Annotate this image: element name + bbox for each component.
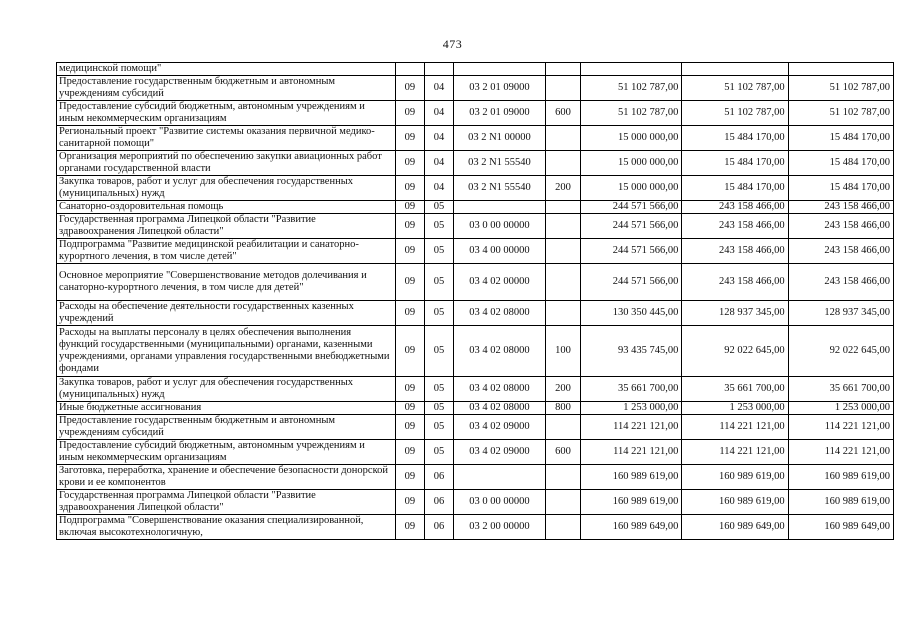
row-name: Закупка товаров, работ и услуг для обеспечения государственных (муниципальных) нужд	[57, 176, 396, 201]
subsection-code: 05	[424, 214, 453, 239]
target-article-code: 03 4 02 09000	[454, 415, 546, 440]
section-code: 09	[395, 176, 424, 201]
table-row	[57, 326, 894, 377]
table-row	[57, 515, 894, 540]
amount-col-3: 15 484 170,00	[788, 176, 893, 201]
expense-type-code	[545, 63, 580, 76]
section-code: 09	[395, 440, 424, 465]
section-code: 09	[395, 76, 424, 101]
target-article-code: 03 4 02 09000	[454, 440, 546, 465]
amount-col-1: 160 989 649,00	[581, 515, 682, 540]
table-row	[57, 465, 894, 490]
amount-col-3: 35 661 700,00	[788, 377, 893, 402]
amount-col-1: 244 571 566,00	[581, 264, 682, 301]
row-name: Государственная программа Липецкой области "Развитие здравоохранения Липецкой области"	[57, 214, 396, 239]
amount-col-3: 1 253 000,00	[788, 402, 893, 415]
expense-type-code	[545, 515, 580, 540]
target-article-code: 03 4 02 00000	[454, 264, 546, 301]
section-code: 09	[395, 465, 424, 490]
subsection-code: 04	[424, 176, 453, 201]
table-row	[57, 490, 894, 515]
amount-col-1: 51 102 787,00	[581, 76, 682, 101]
expense-type-code	[545, 76, 580, 101]
section-code: 09	[395, 301, 424, 326]
target-article-code: 03 0 00 00000	[454, 214, 546, 239]
table-row	[57, 440, 894, 465]
amount-col-1: 93 435 745,00	[581, 326, 682, 377]
target-article-code	[454, 465, 546, 490]
target-article-code: 03 4 02 08000	[454, 377, 546, 402]
row-name: Подпрограмма "Совершенствование оказания специализированной, включая высокотехнологичную,	[57, 515, 396, 540]
amount-col-2: 160 989 619,00	[682, 490, 788, 515]
section-code: 09	[395, 402, 424, 415]
amount-col-1: 35 661 700,00	[581, 377, 682, 402]
expense-type-code	[545, 201, 580, 214]
amount-col-3: 15 484 170,00	[788, 126, 893, 151]
subsection-code: 04	[424, 76, 453, 101]
table-row	[57, 301, 894, 326]
subsection-code	[424, 63, 453, 76]
amount-col-2: 15 484 170,00	[682, 126, 788, 151]
amount-col-2: 1 253 000,00	[682, 402, 788, 415]
amount-col-1: 15 000 000,00	[581, 151, 682, 176]
expense-type-code	[545, 126, 580, 151]
budget-table-body	[57, 63, 894, 540]
target-article-code: 03 4 02 08000	[454, 326, 546, 377]
amount-col-3: 15 484 170,00	[788, 151, 893, 176]
row-name: Предоставление субсидий бюджетным, автономным учреждениям и иным некоммерческим организациям	[57, 101, 396, 126]
amount-col-3: 114 221 121,00	[788, 440, 893, 465]
expense-type-code: 600	[545, 440, 580, 465]
expense-type-code	[545, 415, 580, 440]
amount-col-1: 15 000 000,00	[581, 126, 682, 151]
target-article-code	[454, 63, 546, 76]
target-article-code: 03 4 02 08000	[454, 402, 546, 415]
section-code: 09	[395, 264, 424, 301]
expense-type-code	[545, 214, 580, 239]
amount-col-3: 243 158 466,00	[788, 264, 893, 301]
amount-col-2: 114 221 121,00	[682, 440, 788, 465]
amount-col-3: 243 158 466,00	[788, 201, 893, 214]
row-name: Предоставление государственным бюджетным и автономным учреждениям субсидий	[57, 415, 396, 440]
amount-col-2: 51 102 787,00	[682, 101, 788, 126]
subsection-code: 04	[424, 101, 453, 126]
table-row	[57, 264, 894, 301]
page-number: 473	[442, 37, 463, 51]
section-code	[395, 63, 424, 76]
amount-col-2: 114 221 121,00	[682, 415, 788, 440]
amount-col-2: 243 158 466,00	[682, 214, 788, 239]
subsection-code: 05	[424, 440, 453, 465]
amount-col-1: 244 571 566,00	[581, 214, 682, 239]
amount-col-3: 128 937 345,00	[788, 301, 893, 326]
table-row	[57, 214, 894, 239]
table-row	[57, 76, 894, 101]
expense-type-code: 600	[545, 101, 580, 126]
expense-type-code	[545, 301, 580, 326]
expense-type-code	[545, 151, 580, 176]
amount-col-2: 160 989 649,00	[682, 515, 788, 540]
section-code: 09	[395, 214, 424, 239]
amount-col-1: 160 989 619,00	[581, 465, 682, 490]
amount-col-1: 244 571 566,00	[581, 201, 682, 214]
amount-col-1: 130 350 445,00	[581, 301, 682, 326]
section-code: 09	[395, 239, 424, 264]
expense-type-code: 800	[545, 402, 580, 415]
section-code: 09	[395, 490, 424, 515]
subsection-code: 05	[424, 301, 453, 326]
subsection-code: 06	[424, 515, 453, 540]
subsection-code: 05	[424, 377, 453, 402]
amount-col-2: 128 937 345,00	[682, 301, 788, 326]
target-article-code: 03 2 N1 55540	[454, 176, 546, 201]
amount-col-2: 92 022 645,00	[682, 326, 788, 377]
row-name: Государственная программа Липецкой области "Развитие здравоохранения Липецкой области"	[57, 490, 396, 515]
amount-col-1: 244 571 566,00	[581, 239, 682, 264]
target-article-code: 03 4 02 08000	[454, 301, 546, 326]
amount-col-1: 15 000 000,00	[581, 176, 682, 201]
target-article-code: 03 4 00 00000	[454, 239, 546, 264]
subsection-code: 05	[424, 201, 453, 214]
expense-type-code	[545, 239, 580, 264]
amount-col-2: 160 989 619,00	[682, 465, 788, 490]
row-name: Иные бюджетные ассигнования	[57, 402, 396, 415]
amount-col-2	[682, 63, 788, 76]
row-name: Подпрограмма "Развитие медицинской реабилитации и санаторно-курортного лечения, в том числе детей"	[57, 239, 396, 264]
amount-col-3: 243 158 466,00	[788, 214, 893, 239]
section-code: 09	[395, 101, 424, 126]
amount-col-3: 51 102 787,00	[788, 101, 893, 126]
table-row	[57, 101, 894, 126]
subsection-code: 06	[424, 490, 453, 515]
subsection-code: 05	[424, 264, 453, 301]
amount-col-2: 35 661 700,00	[682, 377, 788, 402]
amount-col-1	[581, 63, 682, 76]
expense-type-code: 100	[545, 326, 580, 377]
amount-col-3: 160 989 619,00	[788, 465, 893, 490]
amount-col-3: 51 102 787,00	[788, 76, 893, 101]
budget-table	[56, 62, 894, 540]
row-name: Основное мероприятие "Совершенствование методов долечивания и санаторно-курортного лечения, в том числе для детей"	[57, 264, 396, 301]
subsection-code: 04	[424, 151, 453, 176]
amount-col-2: 243 158 466,00	[682, 239, 788, 264]
amount-col-3: 114 221 121,00	[788, 415, 893, 440]
section-code: 09	[395, 415, 424, 440]
amount-col-2: 243 158 466,00	[682, 201, 788, 214]
target-article-code: 03 2 00 00000	[454, 515, 546, 540]
row-name: Предоставление государственным бюджетным и автономным учреждениям субсидий	[57, 76, 396, 101]
amount-col-3: 160 989 619,00	[788, 490, 893, 515]
target-article-code: 03 0 00 00000	[454, 490, 546, 515]
section-code: 09	[395, 126, 424, 151]
row-name: Расходы на обеспечение деятельности государственных казенных учреждений	[57, 301, 396, 326]
row-name: Закупка товаров, работ и услуг для обеспечения государственных (муниципальных) нужд	[57, 377, 396, 402]
row-name: Организация мероприятий по обеспечению закупки авиационных работ органами государственной власти	[57, 151, 396, 176]
amount-col-1: 114 221 121,00	[581, 440, 682, 465]
section-code: 09	[395, 326, 424, 377]
section-code: 09	[395, 377, 424, 402]
section-code: 09	[395, 201, 424, 214]
amount-col-1: 51 102 787,00	[581, 101, 682, 126]
row-name: Санаторно-оздоровительная помощь	[57, 201, 396, 214]
expense-type-code: 200	[545, 377, 580, 402]
amount-col-3: 160 989 649,00	[788, 515, 893, 540]
expense-type-code: 200	[545, 176, 580, 201]
amount-col-2: 15 484 170,00	[682, 176, 788, 201]
amount-col-2: 243 158 466,00	[682, 264, 788, 301]
target-article-code: 03 2 01 09000	[454, 101, 546, 126]
target-article-code: 03 2 N1 55540	[454, 151, 546, 176]
table-row	[57, 239, 894, 264]
amount-col-3: 92 022 645,00	[788, 326, 893, 377]
table-row	[57, 151, 894, 176]
row-name: медицинской помощи"	[57, 63, 396, 76]
target-article-code	[454, 201, 546, 214]
table-row	[57, 201, 894, 214]
row-name: Заготовка, переработка, хранение и обеспечение безопасности донорской крови и ее компонентов	[57, 465, 396, 490]
expense-type-code	[545, 490, 580, 515]
subsection-code: 05	[424, 239, 453, 264]
row-name: Региональный проект "Развитие системы оказания первичной медико-санитарной помощи"	[57, 126, 396, 151]
target-article-code: 03 2 N1 00000	[454, 126, 546, 151]
amount-col-3: 243 158 466,00	[788, 239, 893, 264]
table-row	[57, 377, 894, 402]
table-row	[57, 415, 894, 440]
subsection-code: 06	[424, 465, 453, 490]
subsection-code: 05	[424, 402, 453, 415]
table-row	[57, 126, 894, 151]
table-row	[57, 63, 894, 76]
table-row	[57, 402, 894, 415]
target-article-code: 03 2 01 09000	[454, 76, 546, 101]
expense-type-code	[545, 264, 580, 301]
amount-col-2: 51 102 787,00	[682, 76, 788, 101]
expense-type-code	[545, 465, 580, 490]
amount-col-2: 15 484 170,00	[682, 151, 788, 176]
row-name: Расходы на выплаты персоналу в целях обеспечения выполнения функций государственными (муниципальными) органами, казенными учреждениями, органами управления государственными внебюджетными фондами	[57, 326, 396, 377]
subsection-code: 05	[424, 415, 453, 440]
amount-col-3	[788, 63, 893, 76]
amount-col-1: 1 253 000,00	[581, 402, 682, 415]
row-name: Предоставление субсидий бюджетным, автономным учреждениям и иным некоммерческим организациям	[57, 440, 396, 465]
subsection-code: 05	[424, 326, 453, 377]
section-code: 09	[395, 515, 424, 540]
amount-col-1: 160 989 619,00	[581, 490, 682, 515]
subsection-code: 04	[424, 126, 453, 151]
amount-col-1: 114 221 121,00	[581, 415, 682, 440]
section-code: 09	[395, 151, 424, 176]
table-row	[57, 176, 894, 201]
